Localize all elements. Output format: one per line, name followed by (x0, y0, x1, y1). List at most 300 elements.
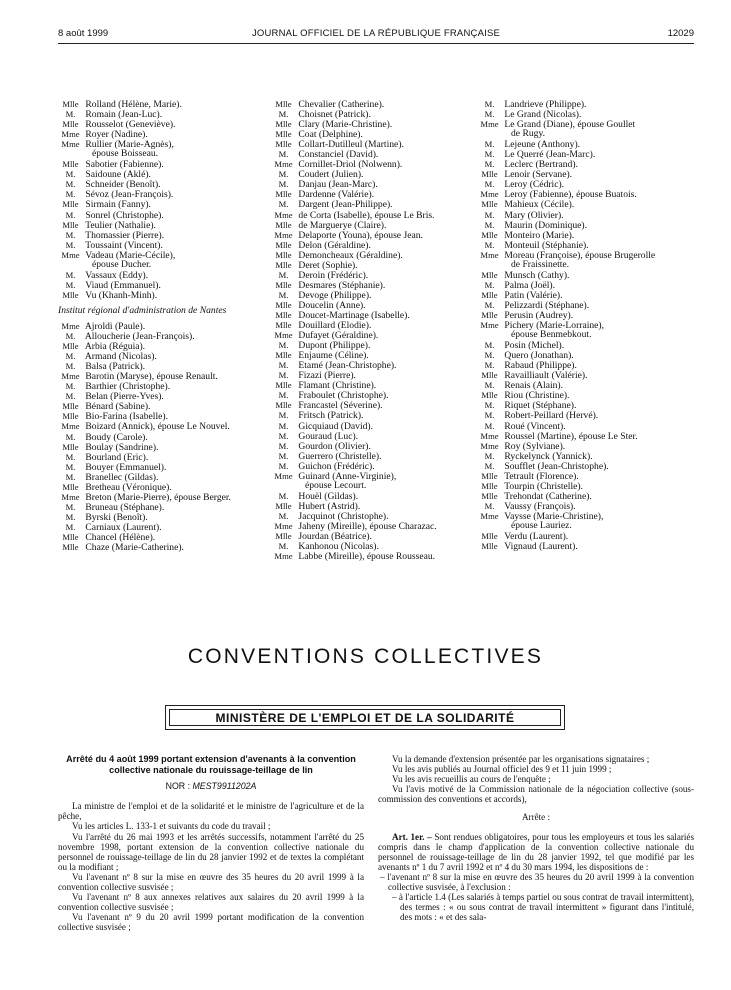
civility-title: Mme (61, 249, 80, 260)
name-entry (271, 541, 476, 551)
name-entry (58, 109, 253, 119)
civility-title: M. (484, 360, 495, 371)
name-entry (477, 350, 699, 360)
person-name: Demoncheaux (Géraldine). (298, 249, 403, 261)
civility-title: Mme (480, 440, 499, 451)
civility-title: Mlle (481, 289, 498, 300)
civility-title: M. (484, 420, 495, 431)
civility-title: M. (278, 430, 289, 441)
article-1-text: Sont rendues obligatoires, pour tous les employeurs et tous les salariés compris dans le champ d'application de la convention collective nationale du personnel de rouissage-teillage de lin du 28 janvier 1992, tel que modifié par les avenants nº 1 du 7 avril 1992 et nº 4 du 30 mars 1994, les dispositions de : (378, 831, 694, 872)
person-name: Pelizzardi (Stéphane). (504, 299, 590, 311)
name-entry (477, 501, 699, 511)
civility-title: M. (278, 410, 289, 421)
person-name: Dardenne (Valérie). (298, 189, 375, 201)
person-name: Vu (Khanh-Minh). (85, 289, 158, 301)
name-entry (58, 502, 253, 512)
header-date: 8 août 1999 (58, 28, 109, 39)
person-name: Trehondat (Catherine). (504, 490, 592, 502)
name-entry (58, 321, 253, 331)
person-name: Vaysse (Marie-Christine), (504, 510, 604, 522)
name-entry (58, 220, 253, 230)
civility-title: M. (278, 450, 289, 461)
person-name: épouse Lecourt. (305, 479, 367, 491)
civility-title: Mme (480, 189, 499, 200)
person-name: Dupont (Philippe). (298, 340, 371, 352)
civility-title: Mlle (481, 269, 498, 280)
visa-paragraph: La ministre de l'emploi et de la solidarité et le ministre de l'agriculture et de la pêche, (58, 801, 364, 822)
person-name: Doucelin (Anne). (298, 299, 366, 311)
name-entry (271, 320, 476, 330)
civility-title: M. (278, 289, 289, 300)
name-entry (477, 380, 699, 390)
civility-title: M. (484, 239, 495, 250)
name-entry (271, 521, 476, 531)
civility-title: M. (484, 500, 495, 511)
civility-title: M. (484, 179, 495, 190)
civility-title: Mlle (481, 199, 498, 210)
person-name: Doucet-Martinage (Isabelle). (298, 309, 410, 321)
civility-title: M. (278, 199, 289, 210)
person-name: Guinard (Anne-Virginie), (298, 470, 397, 482)
person-name: Kanhonou (Nicolas). (298, 541, 379, 553)
civility-title: M. (65, 451, 76, 462)
name-entry (477, 451, 699, 461)
civility-title: M. (484, 159, 495, 170)
person-name: Gourdon (Olivier). (298, 440, 371, 452)
person-name: Hubert (Astrid). (298, 500, 361, 512)
person-name: Riquet (Stéphane). (504, 400, 577, 412)
name-entry (58, 381, 253, 391)
civility-title: Mlle (481, 480, 498, 491)
person-name: épouse Lauriez. (511, 519, 572, 531)
name-entry (271, 189, 476, 199)
name-entry (477, 169, 699, 179)
civility-title: Mlle (275, 279, 292, 290)
conventions-collectives-heading: CONVENTIONS COLLECTIVES (187, 645, 544, 668)
civility-title: M. (65, 351, 76, 362)
person-name: Boulay (Sandrine). (85, 441, 159, 453)
name-entry (58, 492, 253, 502)
name-entry (271, 310, 476, 320)
person-name: Riou (Christine). (504, 390, 570, 402)
arrete-title: Arrêté du 4 août 1999 portant extension d'avenants à la convention collective nationale du rouissage-teillage de lin (66, 754, 356, 775)
name-entry (477, 521, 699, 531)
names-column-3 (477, 99, 699, 551)
civility-title: M. (278, 179, 289, 190)
name-entry (58, 522, 253, 532)
name-entry (477, 159, 699, 169)
civility-title: M. (65, 501, 76, 512)
civility-title: Mlle (62, 542, 79, 553)
name-entry (271, 431, 476, 441)
person-name: de Fraissinette. (511, 258, 570, 270)
person-name: Patin (Valérie). (504, 289, 563, 301)
name-entry (271, 481, 476, 491)
civility-title: Mlle (62, 441, 79, 452)
name-entry (58, 442, 253, 452)
article-1-item-1: – l'avenant nº 8 sur la mise en œuvre des 35 heures du 20 avril 1999 à la convention collective susvisée, à l'exclusion : (380, 871, 694, 893)
person-name: Sonrel (Christophe). (85, 209, 164, 221)
person-name: Bouyer (Emmanuel). (85, 461, 167, 473)
name-entry (477, 210, 699, 220)
person-name: Robert-Peillard (Hervé). (504, 410, 599, 422)
name-entry (477, 129, 699, 139)
name-entry (477, 99, 699, 109)
name-entry (477, 421, 699, 431)
civility-title: Mlle (481, 229, 498, 240)
name-entry (271, 169, 476, 179)
civility-title: M. (484, 410, 495, 421)
arrete-word: Arrête : (521, 812, 551, 823)
header-rule (58, 43, 694, 44)
civility-title: M. (65, 521, 76, 532)
arrete-right-column (378, 754, 694, 922)
person-name: Coat (Delphine). (298, 129, 363, 141)
visa-paragraph: Vu les avis publiés au Journal officiel des 9 et 11 juin 1999 ; (392, 764, 612, 775)
name-entry (477, 360, 699, 370)
person-name: Fritsch (Patrick). (298, 410, 364, 422)
person-name: Chancel (Hélène). (85, 531, 156, 543)
person-name: Mahieux (Cécile). (504, 199, 575, 211)
person-name: Munsch (Cathy). (504, 269, 570, 281)
name-entry (58, 179, 253, 189)
name-entry (271, 511, 476, 521)
name-entry (477, 310, 699, 320)
name-entry (58, 452, 253, 462)
name-entry (58, 230, 253, 240)
civility-title: Mlle (275, 400, 292, 411)
visa-paragraph: Vu l'avenant nº 8 aux annexes relatives aux salaires du 20 avril 1999 à la convention collective susvisée ; (58, 892, 364, 913)
person-name: de Corta (Isabelle), épouse Le Bris. (298, 209, 435, 221)
person-name: Le Querré (Jean-Marc). (504, 149, 596, 161)
person-name: Lenoir (Servane). (504, 169, 573, 181)
name-entry (271, 461, 476, 471)
civility-title: M. (484, 109, 495, 120)
name-entry (58, 290, 253, 300)
civility-title: M. (278, 460, 289, 471)
person-name: Alloucherie (Jean-François). (84, 331, 195, 343)
name-entry (477, 461, 699, 471)
visa-paragraph: Vu l'avis motivé de la Commission nationale de la négociation collective (sous-commission des conventions et accords), (378, 784, 694, 805)
nor-label: NOR : (165, 781, 191, 792)
name-entry (58, 210, 253, 220)
name-entry (271, 330, 476, 340)
person-name: Saidoune (Aklé). (85, 169, 151, 181)
person-name: Rullier (Marie-Agnès), (85, 139, 174, 151)
person-name: Ajroldi (Paule). (84, 320, 146, 332)
name-entry (477, 260, 699, 270)
name-entry (271, 340, 476, 350)
person-name: Maurin (Dominique). (504, 219, 588, 231)
civility-title: Mlle (275, 139, 292, 150)
name-entry (477, 431, 699, 441)
arrete-left-column (58, 754, 364, 933)
name-entry (477, 541, 699, 551)
person-name: Fizazi (Pierre). (298, 370, 356, 382)
civility-title: M. (65, 189, 76, 200)
civility-title: M. (65, 279, 76, 290)
article-1 (378, 832, 694, 872)
person-name: Jacquinot (Christophe). (298, 510, 389, 522)
section-heading: Institut régional d'administration de Nantes (58, 304, 227, 316)
name-entry (477, 390, 699, 400)
name-entry (271, 441, 476, 451)
civility-title: Mme (274, 209, 293, 220)
name-entry (477, 290, 699, 300)
civility-title: Mlle (481, 531, 498, 542)
name-entry (271, 119, 476, 129)
person-name: Ravailliault (Valérie). (504, 370, 588, 382)
name-entry (477, 109, 699, 119)
name-entry (271, 350, 476, 360)
name-entry (58, 159, 253, 169)
person-name: Enjaume (Céline). (298, 350, 369, 362)
civility-title: Mme (274, 159, 293, 170)
person-name: Lejeune (Anthony). (504, 139, 581, 151)
civility-title: Mlle (62, 219, 79, 230)
civility-title: Mlle (275, 299, 292, 310)
civility-title: Mme (61, 320, 80, 331)
name-entry (271, 400, 476, 410)
civility-title: M. (484, 450, 495, 461)
name-entry (477, 179, 699, 189)
name-entry (58, 280, 253, 290)
name-entry (477, 240, 699, 250)
person-name: Leroy (Fabienne), épouse Buatois. (504, 189, 637, 201)
name-entry (58, 331, 253, 341)
civility-title: Mme (61, 491, 80, 502)
name-entry (271, 531, 476, 541)
name-entry (58, 270, 253, 280)
article-1-label: Art. 1er. – (392, 831, 432, 842)
name-entry (58, 421, 253, 431)
civility-title: M. (484, 139, 495, 150)
civility-title: Mlle (62, 531, 79, 542)
person-name: Roy (Sylviane). (504, 440, 566, 452)
civility-title: Mlle (62, 341, 79, 352)
person-name: Vaussy (François). (504, 500, 576, 512)
civility-title: M. (65, 209, 76, 220)
name-entry (271, 491, 476, 501)
civility-title: M. (278, 390, 289, 401)
name-entry (58, 432, 253, 442)
civility-title: Mme (274, 520, 293, 531)
person-name: Barthier (Christophe). (85, 381, 171, 393)
person-name: Devoge (Philippe). (298, 289, 372, 301)
civility-title: M. (484, 149, 495, 160)
person-name: Deroin (Frédéric). (298, 269, 369, 281)
page-header (58, 28, 694, 44)
name-entry (271, 451, 476, 461)
civility-title: Mlle (481, 169, 498, 180)
name-entry (58, 532, 253, 542)
civility-title: M. (65, 109, 76, 120)
civility-title: Mlle (275, 320, 292, 331)
civility-title: Mme (61, 129, 80, 140)
person-name: Delaporte (Youna), épouse Jean. (298, 229, 423, 241)
ministry-title: MINISTÈRE DE L'EMPLOI ET DE LA SOLIDARITÉ (169, 709, 561, 726)
person-name: Chaze (Marie-Catherine). (85, 542, 184, 554)
name-entry (271, 230, 476, 240)
person-name: Sévoz (Jean-François). (85, 189, 174, 201)
civility-title: M. (484, 400, 495, 411)
civility-title: Mme (480, 320, 499, 331)
person-name: Collart-Dutilleul (Martine). (298, 139, 404, 151)
civility-title: M. (65, 391, 76, 402)
person-name: Arbia (Réguia). (84, 341, 146, 353)
person-name: Viaud (Emmanuel). (85, 279, 161, 291)
name-entry (58, 169, 253, 179)
civility-title: Mlle (62, 119, 79, 130)
name-entry (477, 230, 699, 240)
person-name: Bio-Farina (Isabelle). (85, 411, 168, 423)
person-name: Coudert (Julien). (298, 169, 364, 181)
civility-title: M. (484, 380, 495, 391)
visa-paragraph: Vu les avis recueillis au cours de l'enquête ; (392, 774, 551, 785)
civility-title: M. (484, 99, 495, 109)
person-name: Sirmain (Fanny). (85, 199, 151, 211)
civility-title: Mme (61, 371, 80, 382)
name-entry (271, 270, 476, 280)
civility-title: M. (484, 350, 495, 361)
civility-title: Mlle (275, 249, 292, 260)
name-entry (477, 139, 699, 149)
name-entry (58, 149, 253, 159)
name-entry (477, 270, 699, 280)
name-entry (477, 280, 699, 290)
person-name: Belan (Pierre-Yves). (85, 391, 164, 403)
name-entry (58, 119, 253, 129)
person-name: Mary (Olivier). (504, 209, 564, 221)
person-name: Monteiro (Marie). (504, 229, 575, 241)
civility-title: M. (278, 109, 289, 120)
names-column-1 (58, 99, 253, 552)
name-entry (58, 482, 253, 492)
civility-title: Mme (61, 421, 80, 432)
person-name: Vadeau (Marie-Cécile), (85, 249, 176, 261)
visa-paragraph: Vu l'avenant nº 9 du 20 avril 1999 portant modification de la convention collective susvisée ; (58, 912, 364, 933)
person-name: Guerrero (Christelle). (298, 450, 382, 462)
name-entry (477, 199, 699, 209)
civility-title: Mme (480, 510, 499, 521)
name-entry (58, 199, 253, 209)
name-entry (477, 481, 699, 491)
person-name: Leroy (Cédric). (504, 179, 565, 191)
civility-title: M. (278, 370, 289, 381)
visa-paragraph: Vu la demande d'extension présentée par les organisations signataires ; (392, 754, 650, 764)
name-entry (271, 290, 476, 300)
nor-reference (58, 781, 364, 791)
person-name: Renais (Alain). (504, 380, 564, 392)
civility-title: M. (484, 209, 495, 220)
nor-code: MEST9911202A (192, 781, 257, 792)
civility-title: Mlle (481, 541, 498, 552)
person-name: épouse Benmebkout. (511, 329, 592, 341)
civility-title: Mlle (275, 350, 292, 361)
name-entry (477, 370, 699, 380)
visa-paragraph: Vu les articles L. 133-1 et suivants du code du travail ; (72, 821, 271, 832)
person-name: Thomassier (Pierre). (85, 229, 165, 241)
name-entry (58, 250, 253, 260)
name-entry (271, 501, 476, 511)
person-name: Gicquiaud (David). (298, 420, 374, 432)
civility-title: M. (484, 219, 495, 230)
person-name: Bourland (Eric). (85, 451, 149, 463)
name-entry (271, 149, 476, 159)
civility-title: M. (278, 541, 289, 552)
name-entry (477, 531, 699, 541)
civility-title: Mlle (275, 500, 292, 511)
name-entry (271, 410, 476, 420)
person-name: Quero (Jonathan). (504, 350, 574, 362)
person-name: Douillard (Elodie). (298, 320, 372, 332)
civility-title: M. (65, 229, 76, 240)
person-name: épouse Boisseau. (92, 148, 159, 160)
name-entry (58, 542, 253, 552)
civility-title: Mme (480, 430, 499, 441)
person-name: Dufayet (Géraldine). (298, 330, 379, 342)
name-entry (271, 370, 476, 380)
person-name: Vignaud (Laurent). (504, 541, 578, 553)
name-entry (271, 250, 476, 260)
name-entry (477, 491, 699, 501)
civility-title: M. (278, 420, 289, 431)
header-page-number: 12029 (667, 28, 694, 39)
civility-title: Mlle (275, 189, 292, 200)
civility-title: M. (278, 169, 289, 180)
civility-title: Mlle (62, 159, 79, 170)
person-name: Carniaux (Laurent). (85, 521, 162, 533)
name-entry (58, 351, 253, 361)
civility-title: M. (65, 471, 76, 482)
name-entry (58, 512, 253, 522)
person-name: Jaheny (Mireille), épouse Charazac. (298, 520, 437, 532)
person-name: Royer (Nadine). (85, 129, 148, 141)
civility-title: Mlle (275, 309, 292, 320)
person-name: Flamant (Christine). (298, 380, 377, 392)
person-name: Delon (Géraldine). (298, 239, 371, 251)
civility-title: Mme (480, 119, 499, 130)
person-name: Balsa (Patrick). (85, 361, 146, 373)
person-name: Armand (Nicolas). (84, 351, 157, 363)
person-name: Breton (Marie-Pierre), épouse Berger. (85, 491, 231, 503)
civility-title: Mlle (481, 490, 498, 501)
civility-title: Mme (274, 551, 293, 562)
name-entry (271, 210, 476, 220)
civility-title: M. (65, 331, 76, 342)
article-1-subitem-1: – à l'article 1.4 (Les salariés à temps partiel ou sous contrat de travail intermittent), des termes : « ou sous contrat de travail intermittent » figurant dans l'intitulé, des mots : « et des sala- (392, 892, 694, 923)
ministry-box (165, 705, 565, 730)
person-name: Palma (Joël). (504, 279, 556, 291)
civility-title: Mlle (275, 259, 292, 270)
civility-title: Mlle (62, 99, 79, 109)
name-entry (58, 472, 253, 482)
civility-title: Mlle (275, 129, 292, 140)
name-entry (58, 189, 253, 199)
name-entry (271, 159, 476, 169)
person-name: Romain (Jean-Luc). (85, 109, 163, 121)
name-entry (271, 139, 476, 149)
person-name: Choisnet (Patrick). (298, 109, 371, 121)
name-entry (477, 471, 699, 481)
person-name: Verdu (Laurent). (504, 531, 569, 543)
civility-title: M. (278, 440, 289, 451)
civility-title: M. (65, 461, 76, 472)
person-name: Roué (Vincent). (504, 420, 566, 432)
civility-title: Mlle (275, 219, 292, 230)
person-name: Posin (Michel). (504, 340, 565, 352)
person-name: Barotin (Maryse), épouse Renault. (85, 371, 218, 383)
